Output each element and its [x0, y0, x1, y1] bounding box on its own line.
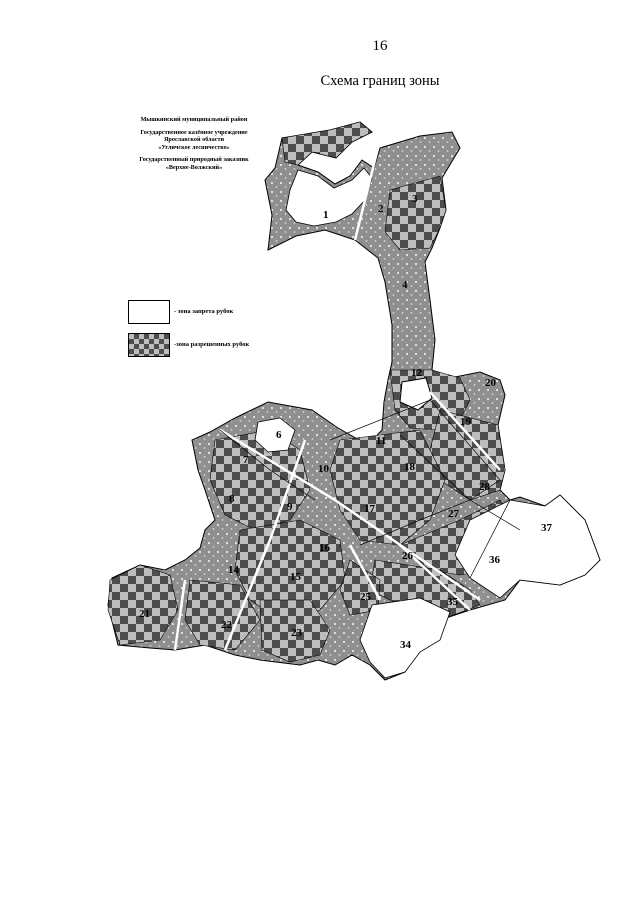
zone-label-12: 12 [411, 367, 422, 379]
reserve-line-1: Государственный природный заказник [139, 156, 249, 164]
zone-label-19: 19 [460, 416, 471, 428]
zone-label-37: 37 [541, 522, 552, 534]
institution-line-2: Ярославской области [163, 136, 225, 144]
zone-label-7: 7 [243, 454, 249, 466]
zone-label-34: 34 [400, 639, 411, 651]
zone-label-9: 9 [287, 501, 293, 513]
zone-label-23: 23 [291, 627, 302, 639]
zone-label-10: 10 [318, 463, 329, 475]
zone-label-27: 27 [448, 508, 459, 520]
zone-label-1: 1 [323, 209, 329, 221]
zone-label-35: 35 [447, 596, 458, 608]
ban-zone-label: - зона запрета рубок [174, 308, 234, 315]
institution-line-1: Государственное казённое учреждение [140, 128, 248, 136]
zone-label-14: 14 [228, 564, 239, 576]
zone-label-25: 25 [360, 591, 371, 603]
zone-label-36: 36 [489, 554, 500, 566]
zone-label-2: 2 [378, 203, 384, 215]
reserve-line-2: «Верхне-Волжский» [165, 163, 223, 171]
zone-label-22: 22 [221, 619, 232, 631]
zone-label-17: 17 [364, 503, 375, 515]
zone-label-15: 15 [290, 571, 301, 583]
zone-label-26: 26 [402, 550, 413, 562]
zone-label-4: 4 [402, 279, 408, 291]
zone-label-20: 20 [485, 377, 496, 389]
institution-line-3: «Угличское лесничество» [158, 143, 230, 151]
ban-zone-34 [360, 598, 450, 678]
page-number: 16 [372, 38, 388, 54]
zone-label-3: 3 [412, 193, 418, 205]
zone-label-16: 16 [319, 542, 330, 554]
zone-label-18: 18 [404, 461, 415, 473]
zone-label-8: 8 [229, 493, 235, 505]
zone-label-28: 28 [479, 481, 490, 493]
zone-label-21: 21 [139, 608, 150, 620]
allowed-zone-label: -зона разрешенных рубок [174, 341, 250, 348]
district-name: Мышкинский муниципальный район [140, 116, 248, 123]
map-title: Схема границ зоны [320, 73, 440, 89]
zone-label-6: 6 [276, 429, 282, 441]
zone-label-11: 11 [376, 435, 387, 447]
